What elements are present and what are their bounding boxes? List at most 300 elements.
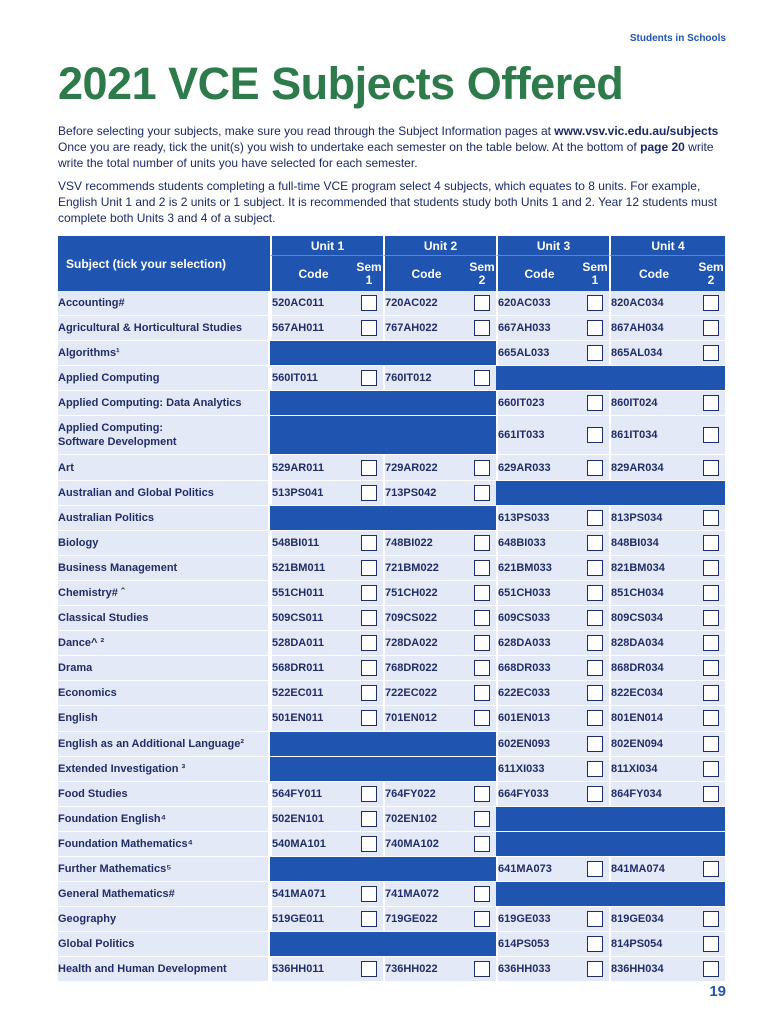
- unit-1-checkbox[interactable]: [361, 460, 377, 476]
- subject-name: Applied Computing: Software Development: [58, 416, 270, 455]
- unit-code: 622EC033: [496, 681, 581, 706]
- unit-2-checkbox[interactable]: [474, 320, 490, 336]
- subject-name: Agricultural & Horticultural Studies: [58, 316, 270, 341]
- subject-name: Drama: [58, 656, 270, 681]
- unit-3-checkbox[interactable]: [587, 460, 603, 476]
- unit-code: 568DR011: [270, 656, 355, 681]
- unit-3-checkbox[interactable]: [587, 786, 603, 802]
- unit-code: 529AR011: [270, 455, 355, 480]
- semester-cell: [581, 782, 609, 807]
- semester-cell: [697, 291, 725, 316]
- unit-1-checkbox[interactable]: [361, 535, 377, 551]
- table-row: [58, 807, 725, 832]
- semester-cell: [581, 656, 609, 681]
- unit-code: 760IT012: [383, 366, 468, 391]
- table-row: [58, 681, 725, 706]
- semester-cell: [355, 782, 383, 807]
- unit-code: 667AH033: [496, 316, 581, 341]
- unit-1-checkbox[interactable]: [361, 710, 377, 726]
- subject-name: English: [58, 706, 270, 731]
- semester-cell: [468, 581, 496, 606]
- unit-code: 729AR022: [383, 455, 468, 480]
- unit-4-checkbox[interactable]: [703, 761, 719, 777]
- unit-code: 836HH034: [609, 957, 697, 982]
- unit-code: 520AC011: [270, 291, 355, 316]
- semester-cell: [355, 907, 383, 932]
- unit-code: 868DR034: [609, 656, 697, 681]
- table-row: [58, 631, 725, 656]
- semester-cell: [355, 366, 383, 391]
- semester-cell: [355, 581, 383, 606]
- subject-name: Accounting#: [58, 291, 270, 316]
- unit-3-checkbox[interactable]: [587, 685, 603, 701]
- unit-2-checkbox[interactable]: [474, 535, 490, 551]
- semester-cell: [468, 832, 496, 857]
- subject-name: Food Studies: [58, 782, 270, 807]
- unit-code: 660IT023: [496, 391, 581, 416]
- table-row: [58, 656, 725, 681]
- semester-cell: [468, 531, 496, 556]
- table-row: [58, 316, 725, 341]
- unit-code: 629AR033: [496, 455, 581, 480]
- unit-code: 609CS033: [496, 606, 581, 631]
- unit-code: 648BI033: [496, 531, 581, 556]
- unit-3-checkbox[interactable]: [587, 710, 603, 726]
- unavailable-cell: [270, 757, 496, 782]
- subject-name: Health and Human Development: [58, 957, 270, 982]
- unit-code: 614PS053: [496, 932, 581, 957]
- unavailable-cell: [270, 391, 496, 416]
- semester-cell: [581, 581, 609, 606]
- semester-cell: [581, 681, 609, 706]
- unit-2-checkbox[interactable]: [474, 811, 490, 827]
- semester-cell: [581, 291, 609, 316]
- subject-name: Global Politics: [58, 932, 270, 957]
- unit-4-checkbox[interactable]: [703, 585, 719, 601]
- semester-cell: [581, 316, 609, 341]
- semester-cell: [697, 631, 725, 656]
- table-row: [58, 882, 725, 907]
- table-row: [58, 291, 725, 316]
- unit-4-checkbox[interactable]: [703, 560, 719, 576]
- unit-code: 828DA034: [609, 631, 697, 656]
- semester-cell: [697, 757, 725, 782]
- unit-1-code-header: Code: [270, 255, 355, 291]
- unit-2-checkbox[interactable]: [474, 911, 490, 927]
- subject-name: Applied Computing: [58, 366, 270, 391]
- unit-4-checkbox[interactable]: [703, 786, 719, 802]
- table-row: [58, 907, 725, 932]
- semester-cell: [697, 932, 725, 957]
- semester-cell: [468, 681, 496, 706]
- semester-cell: [468, 631, 496, 656]
- page-reference: page 20: [640, 140, 685, 154]
- semester-cell: [697, 656, 725, 681]
- unavailable-cell: [270, 341, 496, 366]
- table-row: [58, 506, 725, 531]
- unit-code: 867AH034: [609, 316, 697, 341]
- unit-2-checkbox[interactable]: [474, 685, 490, 701]
- unit-code: 767AH022: [383, 316, 468, 341]
- unit-3-checkbox[interactable]: [587, 320, 603, 336]
- semester-cell: [697, 416, 725, 455]
- table-row: [58, 957, 725, 982]
- semester-cell: [581, 757, 609, 782]
- unit-3-checkbox[interactable]: [587, 345, 603, 361]
- semester-cell: [468, 291, 496, 316]
- unit-1-checkbox[interactable]: [361, 786, 377, 802]
- table-row: [58, 556, 725, 581]
- unit-1-checkbox[interactable]: [361, 886, 377, 902]
- semester-cell: [355, 706, 383, 731]
- semester-cell: [468, 366, 496, 391]
- unit-code: 601EN013: [496, 706, 581, 731]
- unit-code: 567AH011: [270, 316, 355, 341]
- unit-code: 864FY034: [609, 782, 697, 807]
- semester-cell: [697, 606, 725, 631]
- unit-code: 502EN101: [270, 807, 355, 832]
- table-row: [58, 832, 725, 857]
- intro-text-b: Once you are ready, tick the unit(s) you wish to undertake each semester on the table below. At the bottom of: [58, 140, 637, 154]
- semester-cell: [697, 316, 725, 341]
- subject-name: General Mathematics#: [58, 882, 270, 907]
- unit-3-checkbox[interactable]: [587, 635, 603, 651]
- unavailable-cell: [496, 832, 725, 857]
- unit-code: 528DA011: [270, 631, 355, 656]
- semester-cell: [697, 957, 725, 982]
- unit-3-checkbox[interactable]: [587, 427, 603, 443]
- unit-code: 548BI011: [270, 531, 355, 556]
- unit-1-checkbox[interactable]: [361, 635, 377, 651]
- subjects-link[interactable]: www.vsv.vic.edu.au/subjects: [554, 124, 719, 138]
- unit-2-checkbox[interactable]: [474, 295, 490, 311]
- unit-4-checkbox[interactable]: [703, 961, 719, 977]
- unit-3-checkbox[interactable]: [587, 660, 603, 676]
- unit-code: 564FY011: [270, 782, 355, 807]
- unit-1-checkbox[interactable]: [361, 660, 377, 676]
- unit-4-sem-header: Sem 2: [697, 255, 725, 291]
- semester-cell: [697, 907, 725, 932]
- unit-1-checkbox[interactable]: [361, 585, 377, 601]
- semester-cell: [468, 907, 496, 932]
- semester-cell: [581, 506, 609, 531]
- subjects-table: [58, 236, 725, 982]
- semester-cell: [581, 932, 609, 957]
- table-row: [58, 581, 725, 606]
- unit-3-sem-header: Sem 1: [581, 255, 609, 291]
- table-row: [58, 341, 725, 366]
- unit-4-checkbox[interactable]: [703, 911, 719, 927]
- unit-code: 829AR034: [609, 455, 697, 480]
- unit-code: 851CH034: [609, 581, 697, 606]
- semester-cell: [697, 506, 725, 531]
- unit-code: 501EN011: [270, 706, 355, 731]
- unit-code: 521BM011: [270, 556, 355, 581]
- semester-cell: [355, 656, 383, 681]
- semester-cell: [581, 391, 609, 416]
- unit-2-header: Unit 2: [383, 236, 496, 255]
- unit-2-code-header: Code: [383, 255, 468, 291]
- unit-4-checkbox[interactable]: [703, 320, 719, 336]
- unit-code: 668DR033: [496, 656, 581, 681]
- unit-code: 740MA102: [383, 832, 468, 857]
- unit-1-checkbox[interactable]: [361, 961, 377, 977]
- page-title: 2021 VCE Subjects Offered: [58, 58, 624, 109]
- unit-3-checkbox[interactable]: [587, 761, 603, 777]
- semester-cell: [355, 957, 383, 982]
- semester-cell: [581, 706, 609, 731]
- unit-code: 809CS034: [609, 606, 697, 631]
- semester-cell: [697, 857, 725, 882]
- subject-rows: [58, 291, 725, 982]
- unit-3-checkbox[interactable]: [587, 911, 603, 927]
- unit-4-checkbox[interactable]: [703, 427, 719, 443]
- unit-1-checkbox[interactable]: [361, 320, 377, 336]
- semester-cell: [355, 556, 383, 581]
- semester-cell: [355, 455, 383, 480]
- subject-name: Chemistry# ˆ: [58, 581, 270, 606]
- unit-code: 702EN102: [383, 807, 468, 832]
- unit-code: 709CS022: [383, 606, 468, 631]
- unit-code: 665AL033: [496, 341, 581, 366]
- unit-code: 722EC022: [383, 681, 468, 706]
- semester-cell: [581, 341, 609, 366]
- semester-cell: [468, 656, 496, 681]
- unit-2-checkbox[interactable]: [474, 460, 490, 476]
- unit-4-code-header: Code: [609, 255, 697, 291]
- unit-3-checkbox[interactable]: [587, 395, 603, 411]
- unit-1-checkbox[interactable]: [361, 295, 377, 311]
- semester-cell: [581, 857, 609, 882]
- unit-code: 541MA071: [270, 882, 355, 907]
- unit-4-checkbox[interactable]: [703, 736, 719, 752]
- subject-name: English as an Additional Language²: [58, 732, 270, 757]
- semester-cell: [581, 455, 609, 480]
- unit-3-checkbox[interactable]: [587, 861, 603, 877]
- unit-code: 720AC022: [383, 291, 468, 316]
- unit-code: 621BM033: [496, 556, 581, 581]
- unit-4-checkbox[interactable]: [703, 685, 719, 701]
- unit-code: 819GE034: [609, 907, 697, 932]
- unit-code: 661IT033: [496, 416, 581, 455]
- subject-name: Biology: [58, 531, 270, 556]
- semester-cell: [468, 316, 496, 341]
- semester-cell: [697, 706, 725, 731]
- unit-2-checkbox[interactable]: [474, 786, 490, 802]
- unit-1-checkbox[interactable]: [361, 836, 377, 852]
- unavailable-cell: [496, 481, 725, 506]
- unavailable-cell: [270, 416, 496, 455]
- intro-text-a: Before selecting your subjects, make sure you read through the Subject Information pages at: [58, 124, 551, 138]
- unit-4-checkbox[interactable]: [703, 510, 719, 526]
- unit-2-checkbox[interactable]: [474, 961, 490, 977]
- semester-cell: [355, 481, 383, 506]
- subject-name: Economics: [58, 681, 270, 706]
- unit-code: 719GE022: [383, 907, 468, 932]
- unit-1-checkbox[interactable]: [361, 485, 377, 501]
- unit-code: 641MA073: [496, 857, 581, 882]
- unit-code: 860IT024: [609, 391, 697, 416]
- table-row: [58, 782, 725, 807]
- unit-code: 628DA033: [496, 631, 581, 656]
- unit-2-checkbox[interactable]: [474, 370, 490, 386]
- table-row: [58, 732, 725, 757]
- unit-1-checkbox[interactable]: [361, 811, 377, 827]
- unit-4-checkbox[interactable]: [703, 345, 719, 361]
- table-row: [58, 366, 725, 391]
- unit-1-checkbox[interactable]: [361, 610, 377, 626]
- semester-cell: [355, 832, 383, 857]
- semester-cell: [468, 455, 496, 480]
- unit-3-checkbox[interactable]: [587, 560, 603, 576]
- unit-3-checkbox[interactable]: [587, 585, 603, 601]
- semester-cell: [355, 316, 383, 341]
- table-row: [58, 481, 725, 506]
- subject-name: Australian Politics: [58, 506, 270, 531]
- unit-2-checkbox[interactable]: [474, 660, 490, 676]
- unit-3-checkbox[interactable]: [587, 610, 603, 626]
- intro-paragraph-2: VSV recommends students completing a full-time VCE program select 4 subjects, which equates to 8 units. For example, English Unit 1 and 2 is 2 units or 1 subject. It is recommended that students study both Units 1 and 2. Year 12 students must complete both Units 3 and 4 of a subject.: [58, 179, 718, 225]
- semester-cell: [468, 957, 496, 982]
- unit-4-checkbox[interactable]: [703, 295, 719, 311]
- unit-code: 764FY022: [383, 782, 468, 807]
- unit-1-checkbox[interactable]: [361, 685, 377, 701]
- semester-cell: [697, 681, 725, 706]
- unit-code: 848BI034: [609, 531, 697, 556]
- unit-3-code-header: Code: [496, 255, 581, 291]
- semester-cell: [355, 606, 383, 631]
- unit-2-checkbox[interactable]: [474, 560, 490, 576]
- table-row: [58, 932, 725, 957]
- unit-3-checkbox[interactable]: [587, 295, 603, 311]
- unit-4-checkbox[interactable]: [703, 861, 719, 877]
- table-row: [58, 757, 725, 782]
- subject-name: Geography: [58, 907, 270, 932]
- unit-code: 509CS011: [270, 606, 355, 631]
- semester-cell: [468, 782, 496, 807]
- semester-cell: [697, 782, 725, 807]
- unit-code: 822EC034: [609, 681, 697, 706]
- semester-cell: [355, 681, 383, 706]
- semester-cell: [697, 531, 725, 556]
- unit-code: 513PS041: [270, 481, 355, 506]
- unit-4-checkbox[interactable]: [703, 610, 719, 626]
- unit-4-checkbox[interactable]: [703, 635, 719, 651]
- semester-cell: [581, 907, 609, 932]
- semester-cell: [468, 606, 496, 631]
- unit-3-checkbox[interactable]: [587, 936, 603, 952]
- unit-code: 602EN093: [496, 732, 581, 757]
- unit-4-checkbox[interactable]: [703, 460, 719, 476]
- table-row: [58, 857, 725, 882]
- semester-cell: [355, 807, 383, 832]
- unit-2-checkbox[interactable]: [474, 710, 490, 726]
- unit-code: 651CH033: [496, 581, 581, 606]
- subject-name: Australian and Global Politics: [58, 481, 270, 506]
- unit-4-checkbox[interactable]: [703, 936, 719, 952]
- semester-cell: [697, 341, 725, 366]
- unavailable-cell: [496, 366, 725, 391]
- unit-4-checkbox[interactable]: [703, 660, 719, 676]
- unit-1-header: Unit 1: [270, 236, 383, 255]
- unit-code: 741MA072: [383, 882, 468, 907]
- subject-name: Dance^ ²: [58, 631, 270, 656]
- unit-code: 701EN012: [383, 706, 468, 731]
- subject-name: Foundation Mathematics⁴: [58, 832, 270, 857]
- unit-code: 713PS042: [383, 481, 468, 506]
- unit-code: 540MA101: [270, 832, 355, 857]
- table-row: [58, 416, 725, 455]
- subject-name: Further Mathematics⁵: [58, 857, 270, 882]
- unit-code: 613PS033: [496, 506, 581, 531]
- unit-code: 551CH011: [270, 581, 355, 606]
- unit-4-checkbox[interactable]: [703, 535, 719, 551]
- unit-3-checkbox[interactable]: [587, 736, 603, 752]
- unit-code: 560IT011: [270, 366, 355, 391]
- unit-2-sem-header: Sem 2: [468, 255, 496, 291]
- unit-2-checkbox[interactable]: [474, 886, 490, 902]
- semester-cell: [355, 291, 383, 316]
- subject-name: Art: [58, 455, 270, 480]
- unit-code: 519GE011: [270, 907, 355, 932]
- unit-2-checkbox[interactable]: [474, 836, 490, 852]
- table-row: [58, 391, 725, 416]
- semester-cell: [697, 732, 725, 757]
- unit-code: 636HH033: [496, 957, 581, 982]
- unit-code: 802EN094: [609, 732, 697, 757]
- unit-code: 611XI033: [496, 757, 581, 782]
- unit-2-checkbox[interactable]: [474, 635, 490, 651]
- unit-3-checkbox[interactable]: [587, 510, 603, 526]
- semester-cell: [468, 882, 496, 907]
- unavailable-cell: [270, 506, 496, 531]
- subject-name: Classical Studies: [58, 606, 270, 631]
- unit-code: 865AL034: [609, 341, 697, 366]
- unit-1-checkbox[interactable]: [361, 370, 377, 386]
- subject-name: Algorithms¹: [58, 341, 270, 366]
- unit-4-header: Unit 4: [609, 236, 725, 255]
- unit-code: 861IT034: [609, 416, 697, 455]
- unit-2-checkbox[interactable]: [474, 585, 490, 601]
- unit-4-checkbox[interactable]: [703, 395, 719, 411]
- unit-code: 768DR022: [383, 656, 468, 681]
- semester-cell: [697, 455, 725, 480]
- unit-1-checkbox[interactable]: [361, 560, 377, 576]
- unit-3-checkbox[interactable]: [587, 535, 603, 551]
- table-row: [58, 455, 725, 480]
- unit-code: 821BM034: [609, 556, 697, 581]
- unit-code: 522EC011: [270, 681, 355, 706]
- unit-3-checkbox[interactable]: [587, 961, 603, 977]
- unit-code: 751CH022: [383, 581, 468, 606]
- unit-2-checkbox[interactable]: [474, 485, 490, 501]
- unit-code: 811XI034: [609, 757, 697, 782]
- semester-cell: [468, 706, 496, 731]
- semester-cell: [468, 556, 496, 581]
- intro-paragraph-1: [58, 123, 728, 171]
- unit-code: 728DA022: [383, 631, 468, 656]
- unit-3-header: Unit 3: [496, 236, 609, 255]
- table-row: [58, 706, 725, 731]
- semester-cell: [581, 556, 609, 581]
- unit-1-checkbox[interactable]: [361, 911, 377, 927]
- unit-code: 801EN014: [609, 706, 697, 731]
- unavailable-cell: [270, 857, 496, 882]
- unit-4-checkbox[interactable]: [703, 710, 719, 726]
- unit-2-checkbox[interactable]: [474, 610, 490, 626]
- semester-cell: [581, 957, 609, 982]
- unavailable-cell: [496, 882, 725, 907]
